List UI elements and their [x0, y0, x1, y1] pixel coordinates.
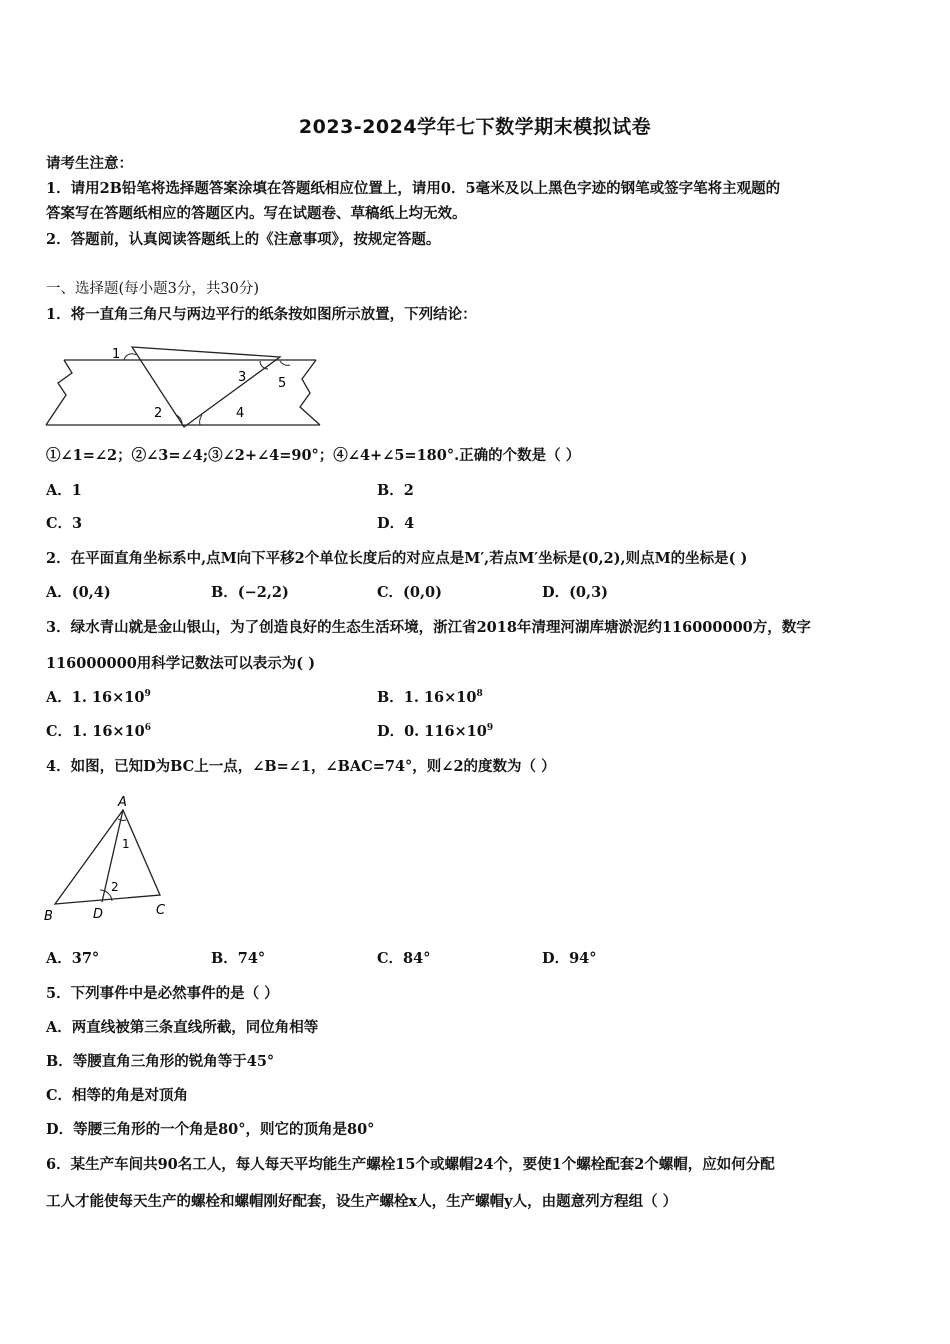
- q4-option-a[interactable]: A．37°: [46, 950, 100, 967]
- q5-option-b[interactable]: B．等腰直角三角形的锐角等于45°: [46, 1053, 275, 1070]
- q3-stem-line-1: 3．绿水青山就是金山银山，为了创造良好的生态生活环境，浙江省2018年清理河湖库塘淤泥约116000000方，数字: [46, 619, 811, 636]
- q3-option-d[interactable]: [377, 720, 493, 741]
- q4-label-c: C: [156, 903, 166, 918]
- q1-figure: [44, 335, 334, 435]
- q4-stem: 4．如图，已知D为BC上一点，∠B=∠1，∠BAC=74°，则∠2的度数为（ ）: [46, 758, 556, 775]
- q1-stem: 1．将一直角三角尺与两边平行的纸条按如图所示放置，下列结论：: [46, 306, 477, 323]
- q4-option-b[interactable]: B．74°: [211, 950, 266, 967]
- notice-item-2: 2．答题前，认真阅读答题纸上的《注意事项》，按规定答题。: [46, 231, 441, 248]
- q1-label-2: 2: [154, 406, 163, 421]
- q1-label-5: 5: [278, 376, 287, 391]
- q3-option-d-base: D．0. 116×10: [377, 723, 487, 740]
- angle-5-arc: [280, 361, 290, 365]
- q3-option-a-exp: 9: [144, 689, 151, 699]
- q1-label-4: 4: [236, 406, 245, 421]
- q3-option-d-exp: 9: [486, 723, 494, 733]
- q4-label-b: B: [44, 909, 53, 924]
- q1-label-3: 3: [238, 370, 247, 385]
- q6-stem-line-2: 工人才能使每天生产的螺栓和螺帽刚好配套，设生产螺栓x人，生产螺帽y人，由题意列方程组（ ）: [46, 1193, 678, 1210]
- angle-1-arc: [118, 819, 126, 820]
- q4-option-c[interactable]: C．84°: [377, 950, 431, 967]
- q3-option-b-exp: 8: [476, 689, 483, 699]
- q1-label-1: 1: [112, 347, 121, 362]
- q3-option-b-base: B．1. 16×10: [377, 689, 477, 706]
- notice-item-1-line-2: 答案写在答题纸相应的答题区内。写在试题卷、草稿纸上均无效。: [46, 205, 467, 222]
- q4-label-a: A: [118, 795, 127, 810]
- q1-option-b[interactable]: B．2: [377, 482, 414, 499]
- strip-right-torn-edge: [300, 360, 320, 425]
- q4-label-angle-2: 2: [111, 880, 119, 894]
- q4-figure: [40, 792, 180, 924]
- notice-item-1-line-1: 1．请用2B铅笔将选择题答案涂填在答题纸相应位置上，请用0．5毫米及以上黑色字迹的钢笔或签字笔将主观题的: [46, 180, 781, 197]
- triangle-abc: [55, 810, 160, 904]
- q5-option-a[interactable]: A．两直线被第三条直线所截，同位角相等: [46, 1019, 319, 1036]
- q1-statements: ①∠1=∠2；②∠3=∠4;③∠2+∠4=90°；④∠4+∠5=180°.正确的个数是（ ）: [46, 447, 581, 464]
- q2-stem: 2．在平面直角坐标系中,点M向下平移2个单位长度后的对应点是M′,若点M′坐标是(0,2),则点M的坐标是( ): [46, 550, 748, 567]
- q5-stem: 5．下列事件中是必然事件的是（ ）: [46, 985, 279, 1002]
- q3-option-a[interactable]: [46, 686, 151, 707]
- q4-option-d[interactable]: D．94°: [542, 950, 597, 967]
- q2-option-d[interactable]: D．(0,3): [542, 584, 609, 601]
- q1-option-c[interactable]: C．3: [46, 515, 83, 532]
- angle-4-arc: [200, 415, 202, 425]
- section-heading: 一、选择题(每小题3分，共30分): [46, 281, 259, 297]
- q3-stem-line-2: 116000000用科学记数法可以表示为( ): [46, 655, 316, 672]
- strip-left-torn-edge: [46, 360, 72, 425]
- q2-option-b[interactable]: B．(−2,2): [211, 584, 289, 601]
- q1-option-a[interactable]: A．1: [46, 482, 82, 499]
- q4-label-d: D: [93, 907, 104, 922]
- notice-heading: 请考生注意：: [46, 155, 133, 172]
- q3-option-c-base: C．1. 16×10: [46, 723, 145, 740]
- q4-label-angle-1: 1: [122, 837, 130, 851]
- q3-option-b[interactable]: [377, 686, 483, 707]
- q3-option-c[interactable]: [46, 720, 151, 741]
- angle-1-arc: [124, 354, 136, 360]
- q1-option-d[interactable]: D．4: [377, 515, 415, 532]
- q5-option-c[interactable]: C．相等的角是对顶角: [46, 1087, 189, 1104]
- q6-stem-line-1: 6．某生产车间共90名工人，每人每天平均能生产螺栓15个或螺帽24个，要使1个螺栓配套2个螺帽，应如何分配: [46, 1156, 775, 1173]
- q2-option-a[interactable]: A．(0,4): [46, 584, 111, 601]
- page-title: 2023-2024学年七下数学期末模拟试卷: [298, 116, 652, 138]
- q3-option-a-base: A．1. 16×10: [46, 689, 145, 706]
- q5-option-d[interactable]: D．等腰三角形的一个角是80°，则它的顶角是80°: [46, 1121, 375, 1138]
- q3-option-c-exp: 6: [144, 723, 151, 733]
- angle-3-arc: [260, 361, 268, 369]
- q2-option-c[interactable]: C．(0,0): [377, 584, 442, 601]
